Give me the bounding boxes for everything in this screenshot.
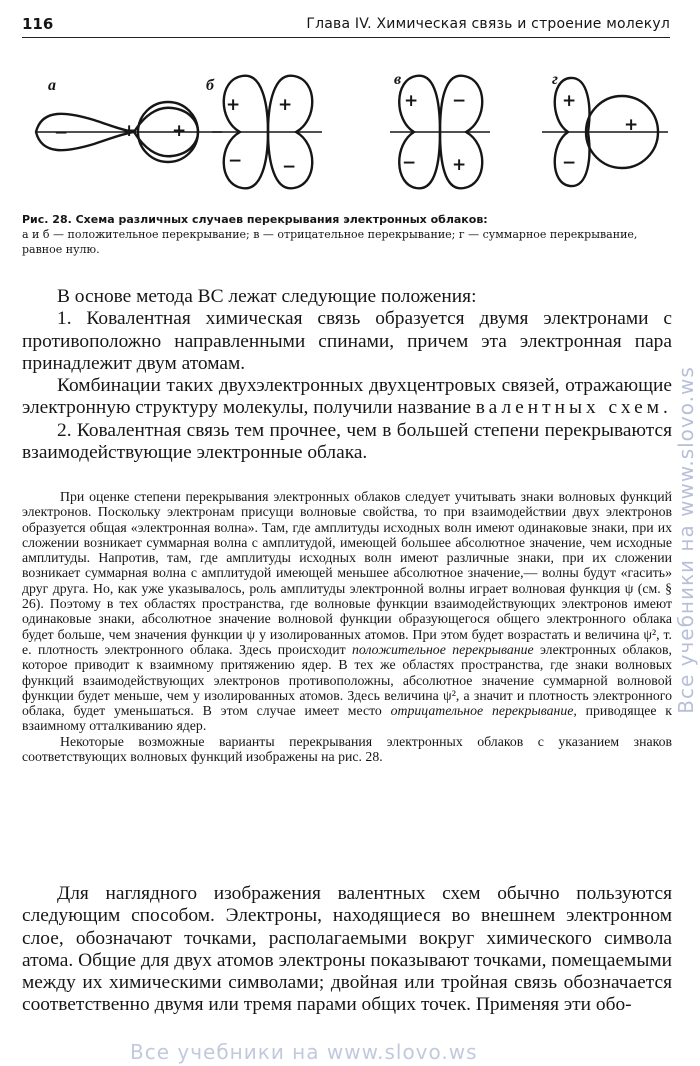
sign-v-3: − — [402, 153, 417, 173]
term-negative-overlap: отрицательное перекрывание — [390, 703, 574, 719]
side-watermark — [672, 60, 698, 1060]
sign-v-4: + — [452, 155, 467, 175]
figure-caption — [22, 212, 677, 257]
paragraph-3 — [22, 375, 672, 420]
label-a: а — [48, 77, 56, 94]
caption-title: Рис. 28. Схема различных случаев перекрывания электронных облаков: — [22, 213, 488, 226]
page-number: 116 — [22, 15, 54, 33]
sign-b-1: + — [226, 95, 241, 115]
small-paragraph-2: Некоторые возможные варианты перекрывания электронных облаков с указанием знаков соответствующих волновых функций изображены на рис. 28. — [22, 733, 672, 765]
orbital-overlap-diagrams — [22, 60, 670, 210]
running-title: Глава IV. Химическая связь и строение молекул — [306, 16, 670, 32]
sign-b-4: − — [282, 157, 297, 177]
bottom-watermark: Все учебники на www.slovo.ws — [130, 1040, 478, 1064]
caption-text: а и б — положительное перекрывание; в — отрицательное перекрывание; г — суммарное перекрывание, равное нулю. — [22, 228, 638, 256]
sign-b-3: − — [228, 151, 243, 171]
sign-v-1: + — [404, 91, 419, 111]
small-paragraph-1-c: , приводящее к взаимному отталкиванию ядер. — [22, 703, 672, 734]
sign-v-2: − — [452, 91, 467, 111]
main-text-top — [22, 286, 672, 464]
paragraph-4: 2. Ковалентная связь тем прочнее, чем в большей степени перекрываются взаимодействующие электронные облака. — [22, 419, 672, 464]
sign-g-1: + — [562, 91, 577, 111]
side-watermark-text: Все учебники на www.slovo.ws — [674, 366, 698, 714]
figure-28 — [22, 60, 670, 210]
label-v: в — [394, 71, 402, 88]
label-g: г — [552, 71, 558, 88]
sign-a-1: − — [54, 123, 69, 143]
sign-a-2: + — [122, 121, 137, 141]
sign-g-3: − — [562, 153, 577, 173]
small-paragraph-1-b: электронных облаков, которое приводит к взаимному притяжению ядер. В тех же областях пространства, где знаки волновых функций взаимодействующих электронов противоположны, абсолютное значение суммарной волновой функции будет меньше, чем у изолированных атомов. Здесь величина ψ², а значит и плотность электронного облака, будет уменьшаться. В этом случае имеет место — [22, 641, 672, 719]
spaced-term: валентных схем. — [475, 397, 672, 419]
sign-g-2: + — [624, 115, 639, 135]
page-header — [22, 13, 670, 38]
paragraph-1: В основе метода ВС лежат следующие положения: — [57, 286, 477, 307]
small-paragraph-1 — [22, 489, 672, 734]
paragraph-2: 1. Ковалентная химическая связь образуется двумя электронами с противоположно направленными спинами, причем эта электронная пара принадлежит двум атомам. — [22, 308, 672, 374]
sign-a-3: + — [172, 121, 187, 141]
paragraph-5: Для наглядного изображения валентных схем обычно пользуются следующим способом. Электроны, находящиеся во внешнем электронном слое, обозначают точками, располагаемыми вокруг химического символа атома. Общие для двух атомов электроны показывают точками, помещаемыми между их химическими символами; двойная или тройная связь обозначается соответственно двумя или тремя парами общих точек. Применяя эти обо- — [22, 883, 672, 1016]
sign-b-2: + — [278, 95, 293, 115]
label-b: б — [206, 77, 214, 94]
small-print-block — [22, 489, 672, 764]
paragraph-3-text: Комбинации таких двухэлектронных двухцентровых связей, отражающие электронную структуру молекулы, получили название — [22, 375, 672, 419]
small-paragraph-1-a: При оценке степени перекрывания электронных облаков следует учитывать знаки волновых функций электронов. Поскольку электронам присущи волновые свойства, то при взаимодействии двух электронов образуется общая «электронная волна». Там, где амплитуды исходных волн имеют одинаковые знаки, при их сложении возникает суммарная волна с амплитудой, имеющей большее абсолютное значение, чем исходные амплитуды. Напротив, там, где амплитуды исходных волн имеют различные знаки, при их сложении возникает суммарная волна с амплитудой имеющей меньшее абсолютное значение,— волны будут «гасить» друг друга. Но, как уже указывалось, роль амплитуды электронной волны играет волновая функция ψ (см. § 26). Поэтому в тех областях пространства, где волновые функции взаимодействующих электронов имеют одинаковые знаки, абсолютное значение волновой функции образующегося общего электронного облака будет больше, чем значения функции ψ у изолированных атомов. При этом будет возрастать и величина ψ², т. е. плотность электронного облака. Здесь происходит — [22, 489, 672, 657]
main-text-bottom — [22, 883, 672, 1017]
term-positive-overlap: положительное перекрывание — [352, 641, 534, 657]
